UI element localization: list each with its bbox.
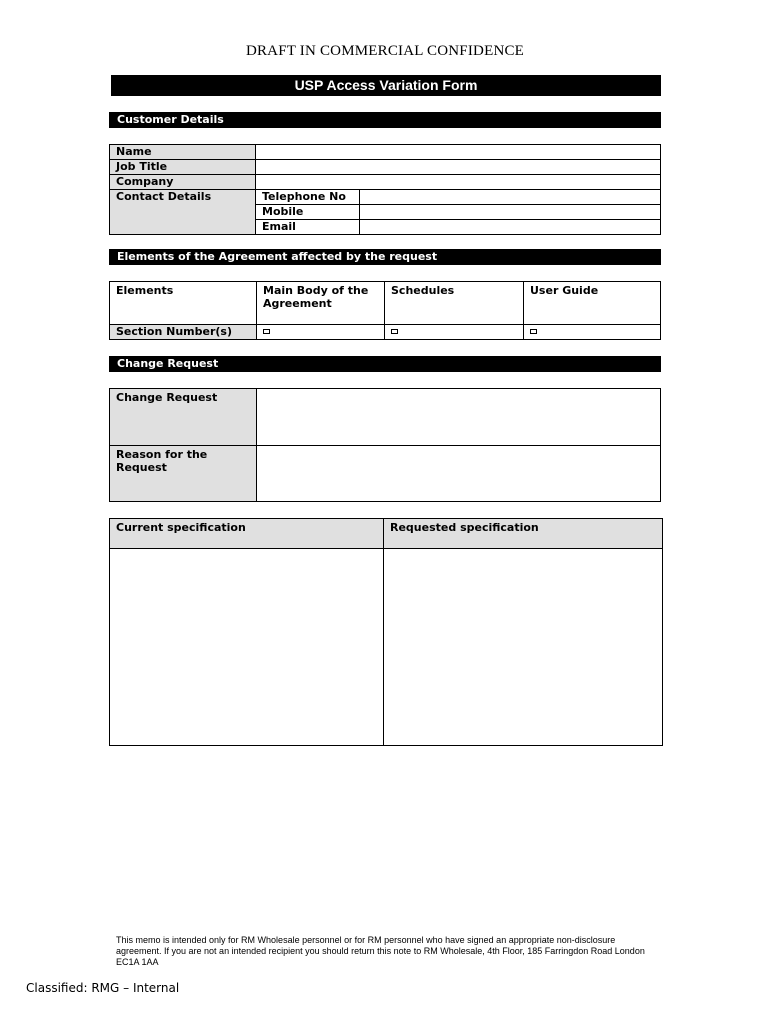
section-customer-details: Customer Details — [109, 112, 661, 128]
section-number-user-guide[interactable] — [524, 325, 661, 340]
footer-note: This memo is intended only for RM Wholesale personnel or for RM personnel who have signed an appropriate non-disclosure agreement. If you are not an intended recipient you should return this note to RM Wholesale, 4th Floor, 185 Farringdon Road London EC1A 1AA — [116, 935, 645, 967]
label-contact-details: Contact Details — [110, 190, 256, 235]
telephone-field[interactable] — [360, 190, 661, 205]
section-number-main-body[interactable] — [257, 325, 385, 340]
label-reason: Reason for the Request — [110, 446, 257, 502]
label-elements: Elements — [110, 282, 257, 325]
change-request-field[interactable] — [257, 389, 661, 446]
checkbox-icon — [263, 329, 270, 334]
label-user-guide: User Guide — [524, 282, 661, 325]
job-title-field[interactable] — [256, 160, 661, 175]
name-field[interactable] — [256, 145, 661, 160]
form-title: USP Access Variation Form — [111, 75, 661, 96]
label-job-title: Job Title — [110, 160, 256, 175]
label-main-body: Main Body of the Agreement — [257, 282, 385, 325]
company-field[interactable] — [256, 175, 661, 190]
label-name: Name — [110, 145, 256, 160]
label-mobile: Mobile — [256, 205, 360, 220]
email-field[interactable] — [360, 220, 661, 235]
change-request-table — [109, 388, 661, 502]
label-telephone: Telephone No — [256, 190, 360, 205]
reason-field[interactable] — [257, 446, 661, 502]
label-section-number: Section Number(s) — [110, 325, 257, 340]
label-current-specification: Current specification — [110, 519, 384, 549]
current-specification-field[interactable] — [110, 549, 384, 746]
checkbox-icon — [391, 329, 398, 334]
document-header: DRAFT IN COMMERCIAL CONFIDENCE — [245, 43, 525, 59]
checkbox-icon — [530, 329, 537, 334]
section-elements: Elements of the Agreement affected by the request — [109, 249, 661, 265]
label-schedules: Schedules — [385, 282, 524, 325]
label-change-request: Change Request — [110, 389, 257, 446]
label-email: Email — [256, 220, 360, 235]
requested-specification-field[interactable] — [384, 549, 663, 746]
specification-table — [109, 518, 663, 746]
section-change-request: Change Request — [109, 356, 661, 372]
label-requested-specification: Requested specification — [384, 519, 663, 549]
label-company: Company — [110, 175, 256, 190]
mobile-field[interactable] — [360, 205, 661, 220]
section-number-schedules[interactable] — [385, 325, 524, 340]
classification-label: Classified: RMG – Internal — [26, 981, 180, 995]
customer-details-table — [109, 144, 661, 235]
elements-table — [109, 281, 661, 340]
